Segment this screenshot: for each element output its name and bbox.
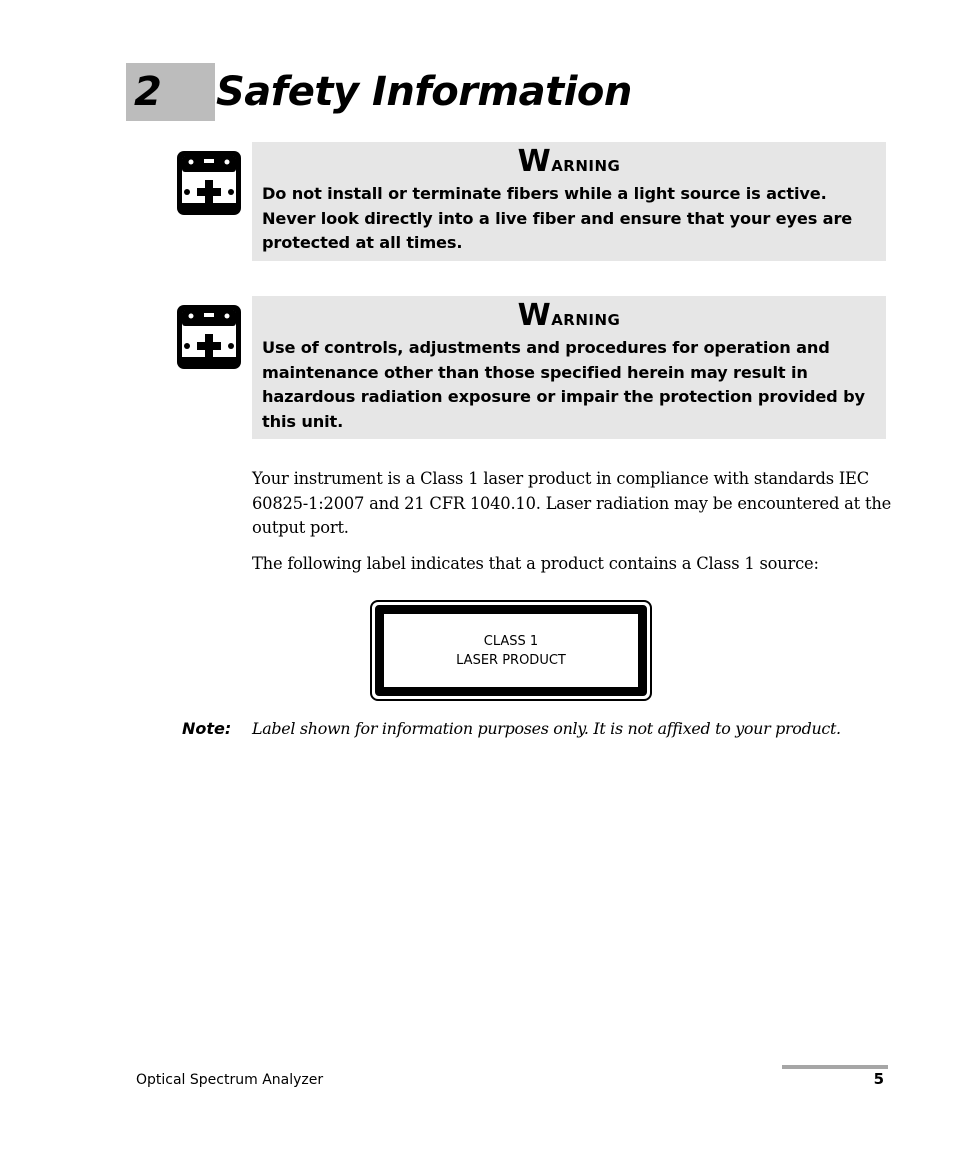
laser-label-line1: CLASS 1 [483, 633, 539, 649]
warning-icon [175, 303, 243, 371]
chapter-title: Safety Information [216, 69, 632, 115]
warning-heading: Warning [517, 298, 621, 333]
warning-heading: Warning [517, 144, 621, 179]
footer-product-name: Optical Spectrum Analyzer [136, 1072, 324, 1088]
page-number: 5 [873, 1070, 884, 1088]
body-paragraph: The following label indicates that a product contains a Class 1 source: [252, 554, 819, 573]
note-label: Note: [182, 719, 232, 738]
body-paragraph: Your instrument is a Class 1 laser product in compliance with standards IEC 60825-1:2007 and 21 CFR 1040.10. Laser radiation may be encountered at the output port. [252, 469, 892, 537]
warning-icon [175, 149, 243, 217]
laser-label [370, 600, 652, 701]
warning-box [252, 296, 886, 439]
warning-box [252, 142, 886, 261]
footer-rule [782, 1065, 888, 1069]
chapter-number: 2 [126, 63, 215, 121]
laser-label-inner [375, 605, 647, 696]
laser-label-line2: LASER PRODUCT [456, 652, 566, 668]
note-text: Label shown for information purposes only. It is not affixed to your product. [252, 719, 841, 738]
warning-text: Use of controls, adjustments and procedures for operation and maintenance other than those specified herein may result in hazardous radiation exposure or impair the protection provided by this unit. [262, 338, 865, 431]
warning-text: Do not install or terminate fibers while a light source is active. Never look directly into a live fiber and ensure that your eyes are protected at all times. [262, 184, 853, 252]
